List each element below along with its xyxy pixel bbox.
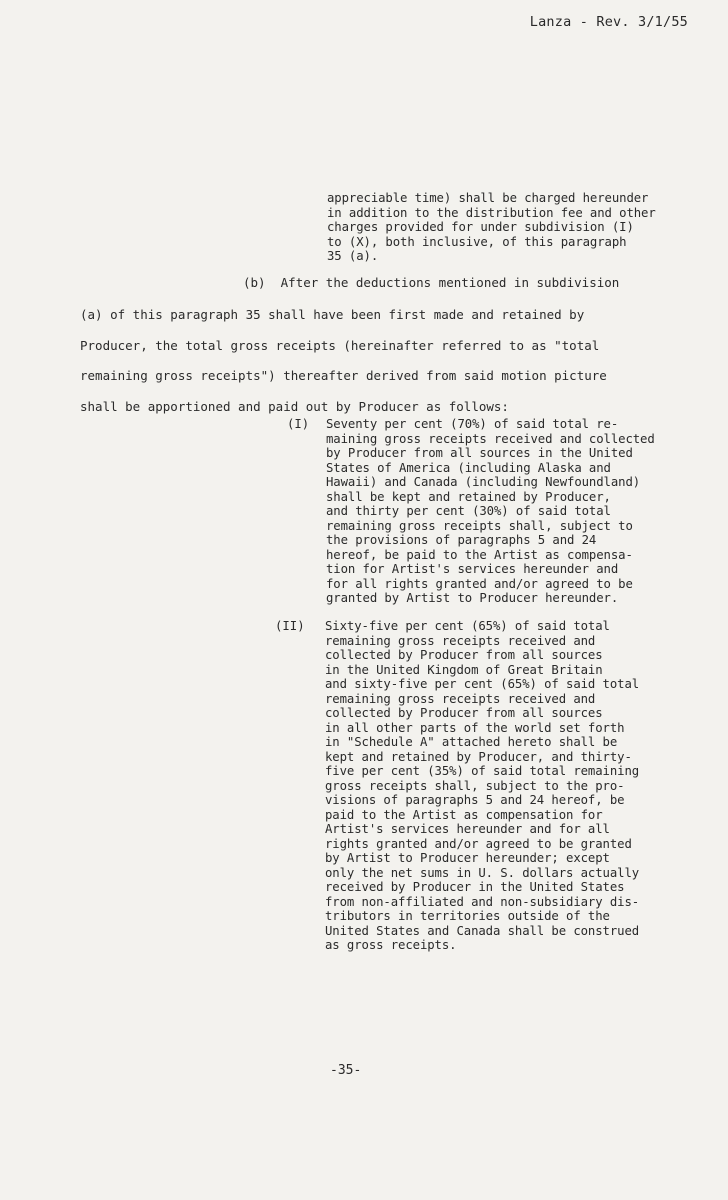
item-1-text: Seventy per cent (70%) of said total re- maining gross receipts received and collected by Producer from all sources in the United States of America (including Alaska and Hawaii) and Canada (including Newfoundland) shall be kept and retained by Producer, and thirty per cent (30%) of said total remaining gross receipts shall, subject to the provisions of paragraphs 5 and 24 hereof, be paid to the Artist as compensa- tion for Artist's services hereunder and for all rights granted and/or agreed to be granted by Artist to Producer hereunder.: [326, 417, 655, 605]
item-1-number: (I): [287, 417, 310, 431]
revision-header: Lanza - Rev. 3/1/55: [529, 14, 688, 30]
subdivision-b-lead: After the deductions mentioned in subdivision: [280, 275, 620, 290]
item-2-text: Sixty-five per cent (65%) of said total remaining gross receipts received and collected by Producer from all sources in the United Kingdom of Great Britain and sixty-five per cent (65%) of said total remaining gross receipts received and collected by Producer from all sources in all other parts of the world set forth in "Schedule A" attached hereto shall be kept and retained by Producer, and thirty- five per cent (35%) of said total remaining gross receipts shall, subject to the pro- visions of paragraphs 5 and 24 hereof, be paid to the Artist as compensation for Artist's services hereunder and for all rights granted and/or agreed to be granted by Artist to Producer hereunder; except only the net sums in U. S. dollars actually received by Producer in the United States from non-affiliated and non-subsidiary dis- tributors in territories outside of the United States and Canada shall be construed as gross receipts.: [325, 619, 640, 952]
subdivision-b-first-line: [243, 275, 619, 290]
item-2-number: (II): [275, 619, 305, 633]
continuation-text: appreciable time) shall be charged hereunder in addition to the distribution fee and other charges provided for under subdivision (I) to (X), both inclusive, of this paragraph 35 (a).: [327, 191, 656, 263]
page-number: -35-: [330, 1063, 362, 1078]
subdivision-b-body: (a) of this paragraph 35 shall have been first made and retained by Producer, the total gross receipts (hereinafter referred to as "total remaining gross receipts") thereafter derived from said motion picture shall be apportioned and paid out by Producer as follows:: [80, 307, 607, 414]
subdivision-b-label: (b): [243, 275, 266, 290]
